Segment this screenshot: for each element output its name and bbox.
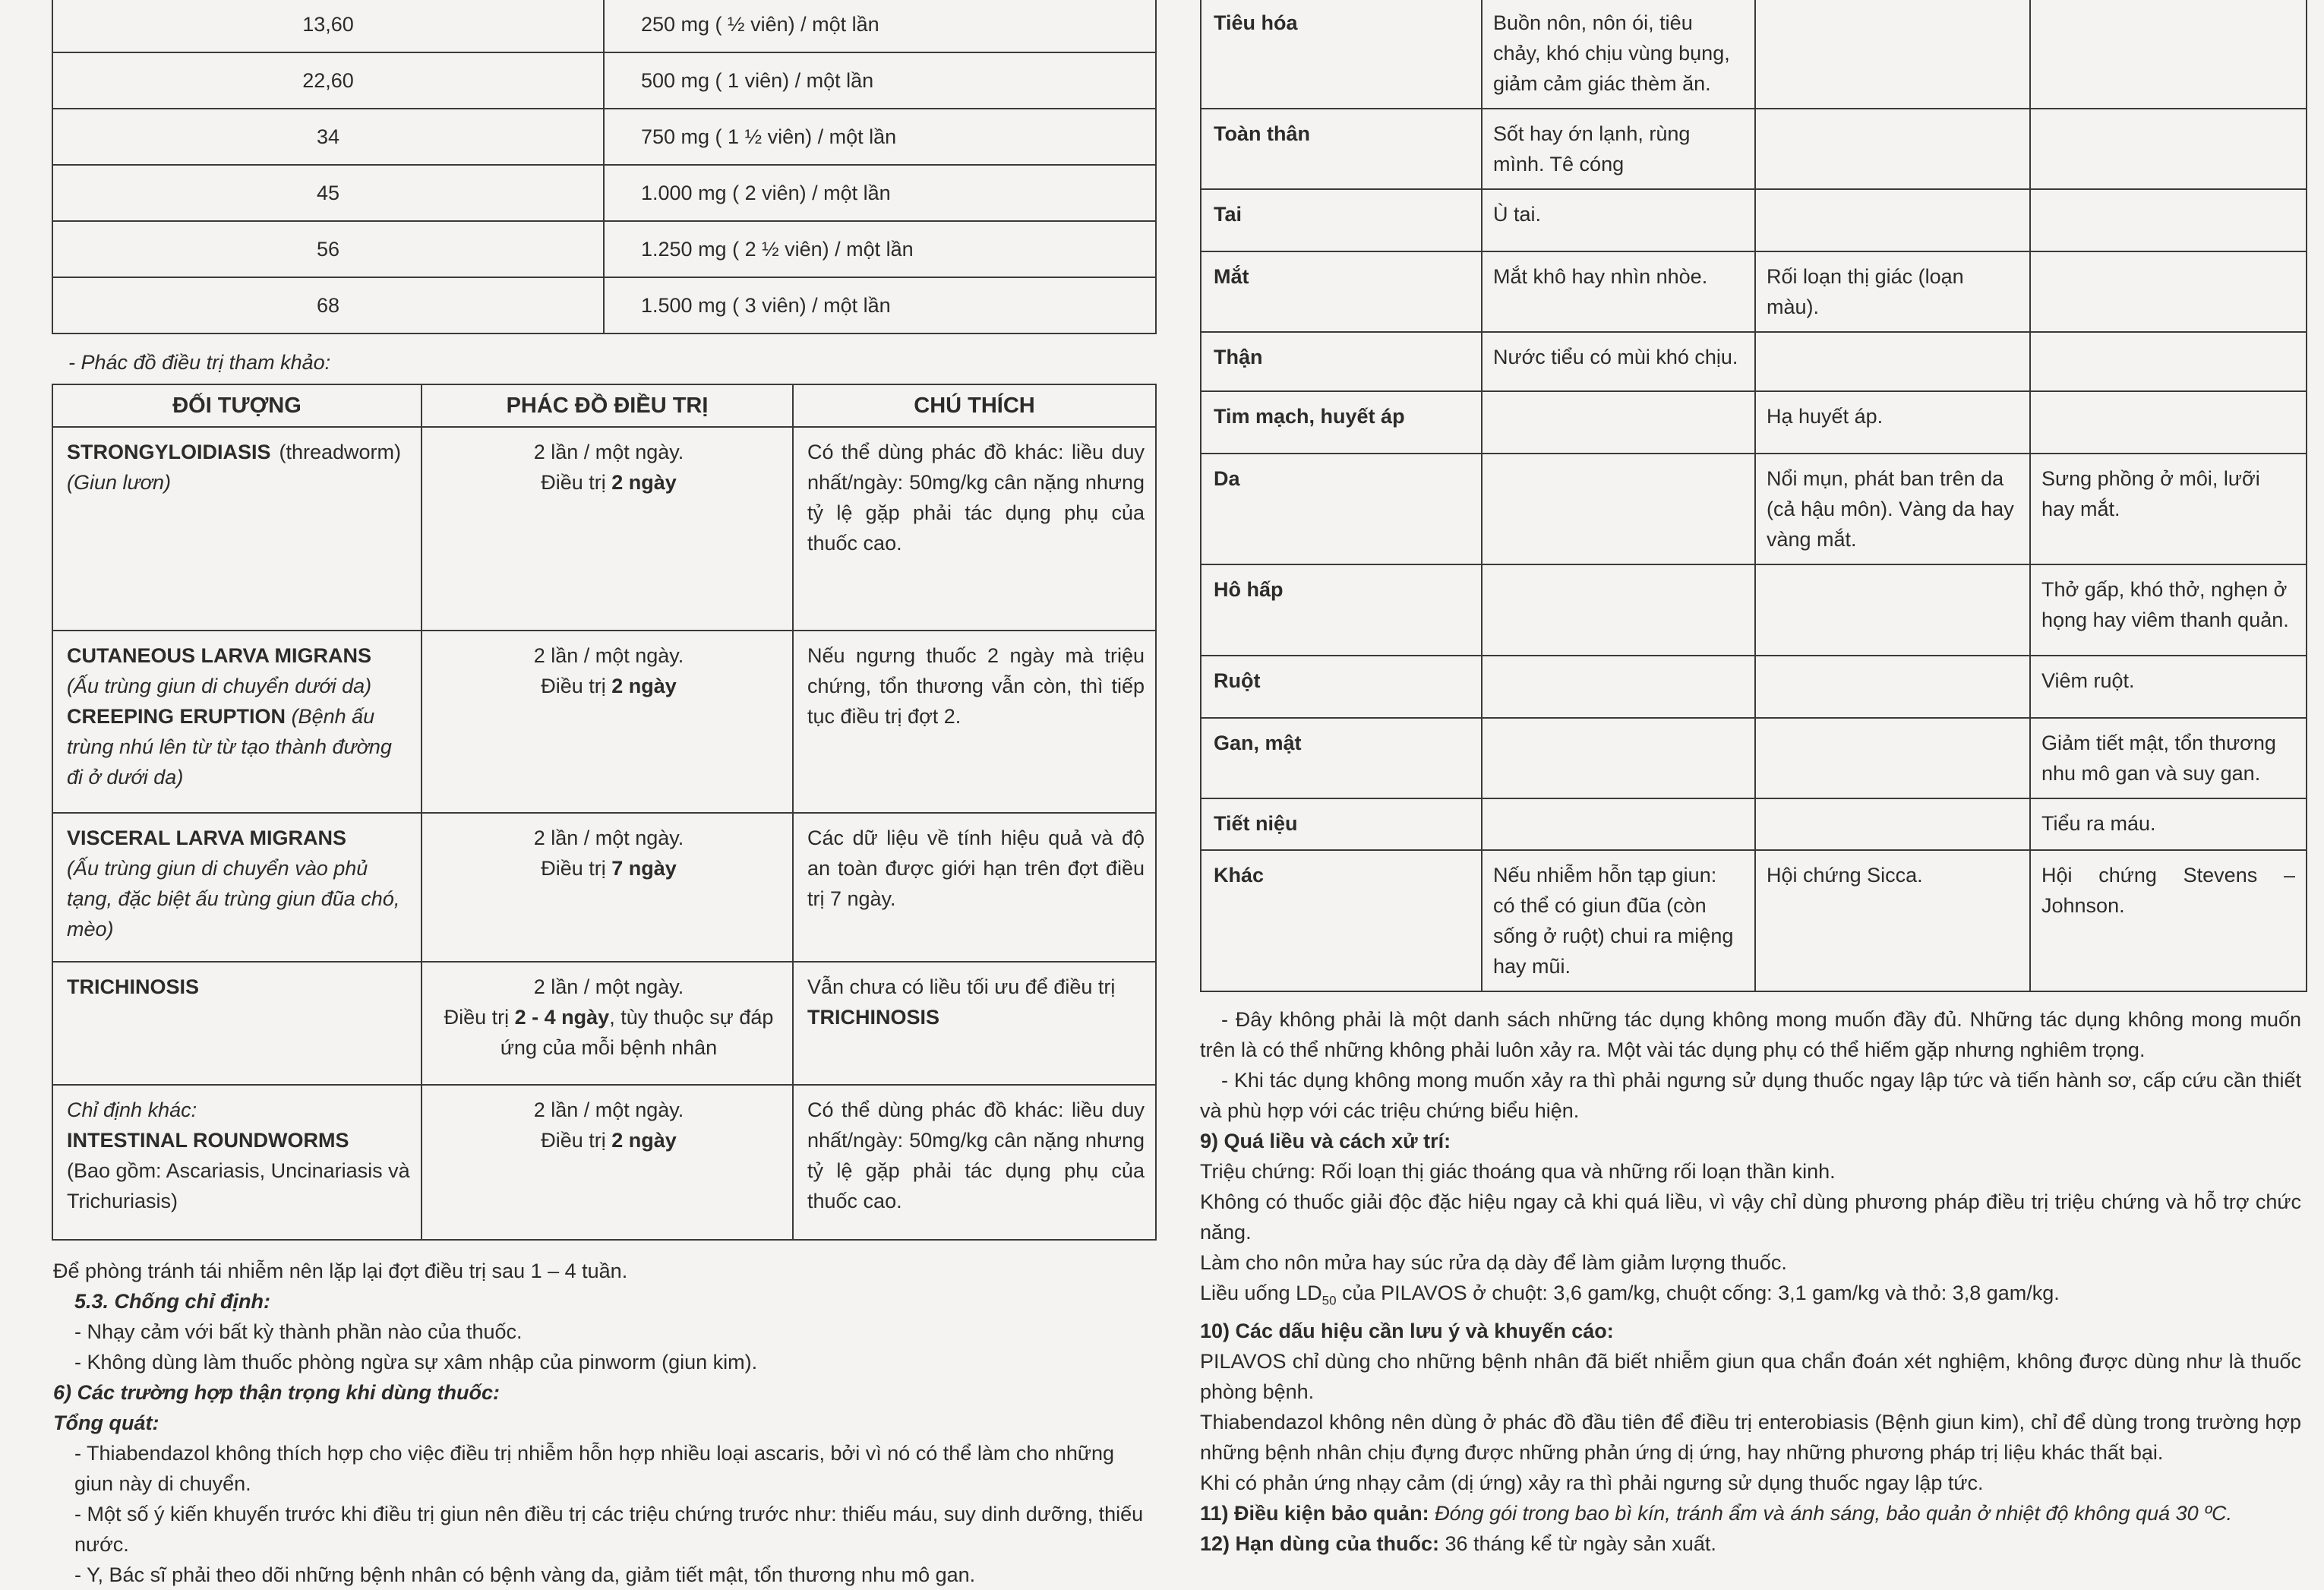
- section-shelf-life: 12) Hạn dùng của thuốc:: [1200, 1532, 1440, 1556]
- side-effect-note-2: - Khi tác dụng không mong muốn xảy ra thì phải ngưng sử dụng thuốc ngay lập tức và tiến hành sơ, cấp cứu cần thiết và phù hợp với các triệu chứng biểu hiện.: [1200, 1069, 2301, 1122]
- disease-name: CUTANEOUS LARVA MIGRANS: [67, 644, 372, 667]
- section-storage: 11) Điều kiện bảo quản:: [1200, 1502, 1429, 1525]
- dose-row: [52, 165, 1156, 221]
- overdose-antidote: Không có thuốc giải độc đặc hiệu ngay cả khi quá liều, vì vậy chỉ dùng phương pháp điều trị triệu chứng và hỗ trợ chức năng.: [1200, 1190, 2301, 1244]
- regimen-duration: 7 ngày: [611, 857, 677, 880]
- side-effect-cell: Sưng phồng ở môi, lưỡi hay mắt.: [2030, 454, 2307, 564]
- dose-weight: 68: [52, 277, 604, 333]
- side-effect-cell: Hạ huyết áp.: [1755, 391, 2030, 454]
- side-effect-cell: [1482, 391, 1755, 454]
- side-effect-cell: Tiểu ra máu.: [2030, 798, 2307, 850]
- organ-system: Mắt: [1201, 251, 1482, 332]
- regimen-table: [52, 384, 1157, 1241]
- precaution-1: - Thiabendazol không thích hợp cho việc điều trị nhiễm hỗn hợp nhiều loại ascaris, bởi vì nó có thể làm cho những giun này di chuyển.: [74, 1442, 1114, 1495]
- note-cell: Có thể dùng phác đồ khác: liều duy nhất/ngày: 50mg/kg cân nặng nhưng tỷ lệ gặp phải tác dụng phụ của thuốc cao.: [793, 1085, 1156, 1240]
- side-effect-cell: Hội chứng Sicca.: [1755, 850, 2030, 991]
- regimen-duration-label: Điều trị: [541, 1129, 606, 1152]
- disease-vn-2: (Bệnh ấu trùng nhú lên từ từ tạo thành đường đi ở dưới da): [67, 705, 392, 789]
- dose-weight: 45: [52, 165, 604, 221]
- section-warnings: 10) Các dấu hiệu cần lưu ý và khuyến cáo:: [1200, 1320, 1614, 1343]
- regimen-frequency: 2 lần / một ngày.: [533, 1098, 684, 1121]
- side-effect-cell: [1482, 564, 1755, 656]
- organ-system: Thận: [1201, 332, 1482, 391]
- regimen-duration: 2 - 4 ngày: [514, 1006, 610, 1029]
- side-effect-row: [1201, 251, 2307, 332]
- overdose-lavage: Làm cho nôn mửa hay súc rửa dạ dày để làm giảm lượng thuốc.: [1200, 1251, 1787, 1274]
- side-effect-cell: Rối loạn thị giác (loạn màu).: [1755, 251, 2030, 332]
- side-effect-cell: [2030, 391, 2307, 454]
- regimen-cell: [422, 813, 793, 962]
- side-effect-cell: [2030, 251, 2307, 332]
- dose-row: [52, 52, 1156, 109]
- organ-system: Khác: [1201, 850, 1482, 991]
- side-effect-cell: [1482, 718, 1755, 798]
- regimen-row-intestinal: [52, 1085, 1156, 1240]
- header-regimen: PHÁC ĐỒ ĐIỀU TRỊ: [422, 384, 793, 427]
- organ-system: Tai: [1201, 189, 1482, 251]
- regimen-duration-label: Điều trị: [541, 857, 606, 880]
- side-effect-row: [1201, 564, 2307, 656]
- side-effect-cell: Mắt khô hay nhìn nhòe.: [1482, 251, 1755, 332]
- subsection-general: Tổng quát:: [53, 1411, 159, 1434]
- warning-2: Thiabendazol không nên dùng ở phác đồ đầu tiên để điều trị enterobiasis (Bệnh giun kim), chỉ để dùng trong trường hợp những bệnh nhân chịu đựng được những phản ứng dị ứng, hay những phương pháp trị liệu khác thất bại.: [1200, 1411, 2301, 1465]
- dose-row: [52, 221, 1156, 277]
- side-effects-table: [1200, 0, 2307, 992]
- regimen-cell: [422, 427, 793, 631]
- organ-system: Tiết niệu: [1201, 798, 1482, 850]
- dose-amount: 500 mg ( 1 viên) / một lần: [604, 52, 1156, 109]
- regimen-header-row: [52, 384, 1156, 427]
- regimen-row-cutaneous: [52, 631, 1156, 813]
- regimen-duration-note: , tùy thuộc sự đáp ứng của mỗi bệnh nhân: [500, 1006, 774, 1059]
- side-effect-cell: [2030, 109, 2307, 189]
- note-cell: [793, 962, 1156, 1085]
- side-effect-row: [1201, 0, 2307, 109]
- side-effect-cell: Hội chứng Stevens – Johnson.: [2030, 850, 2307, 991]
- disease-vn: (Bao gồm: Ascariasis, Uncinariasis và Trichuriasis): [67, 1159, 410, 1212]
- side-effect-cell: [2030, 0, 2307, 109]
- dose-amount: 1.250 mg ( 2 ½ viên) / một lần: [604, 221, 1156, 277]
- contraindication-2: - Không dùng làm thuốc phòng ngừa sự xâm nhập của pinworm (giun kim).: [74, 1351, 758, 1373]
- dose-row: [52, 0, 1156, 52]
- left-text-block: [53, 1256, 1157, 1590]
- dose-amount: 250 mg ( ½ viên) / một lần: [604, 0, 1156, 52]
- header-subject: ĐỐI TƯỢNG: [52, 384, 422, 427]
- precaution-2: - Một số ý kiến khuyến trước khi điều trị giun nên điều trị các triệu chứng trước như: thiếu máu, suy dinh dưỡng, thiếu nước.: [74, 1503, 1144, 1556]
- ld50-subscript: 50: [1321, 1293, 1337, 1308]
- disease-vn: (Ấu trùng giun di chuyển dưới da): [67, 675, 372, 697]
- regimen-duration: 2 ngày: [611, 471, 677, 494]
- side-effect-row: [1201, 656, 2307, 718]
- regimen-row-trichinosis: [52, 962, 1156, 1085]
- subject-cell: [52, 427, 422, 631]
- contraindication-1: - Nhạy cảm với bất kỳ thành phần nào của thuốc.: [74, 1320, 523, 1343]
- side-effect-cell: [1482, 798, 1755, 850]
- overdose-symptoms: Triệu chứng: Rối loạn thị giác thoáng qua và những rối loạn thần kinh.: [1200, 1160, 1836, 1183]
- regimen-cell: [422, 631, 793, 813]
- section-overdose: 9) Quá liều và cách xử trí:: [1200, 1130, 1451, 1152]
- dosage-table: [52, 0, 1157, 334]
- side-effect-cell: [1755, 332, 2030, 391]
- side-effect-cell: [1482, 454, 1755, 564]
- side-effect-cell: [1755, 798, 2030, 850]
- organ-system: Hô hấp: [1201, 564, 1482, 656]
- regimen-row-strongyloidiasis: [52, 427, 1156, 631]
- regimen-row-visceral: [52, 813, 1156, 962]
- organ-system: Tim mạch, huyết áp: [1201, 391, 1482, 454]
- organ-system: Tiêu hóa: [1201, 0, 1482, 109]
- side-effect-row: [1201, 189, 2307, 251]
- right-text-block: [1200, 1004, 2301, 1559]
- side-effect-cell: [1755, 656, 2030, 718]
- side-effect-note-1: - Đây không phải là một danh sách những tác dụng không mong muốn đầy đủ. Những tác dụng không mong muốn trên là có thể những không phải luôn xảy ra. Một vài tác dụng phụ có thể hiếm gặp nhưng nghiêm trọng.: [1200, 1008, 2301, 1061]
- subject-cell: [52, 631, 422, 813]
- dose-weight: 34: [52, 109, 604, 165]
- side-effect-cell: [2030, 332, 2307, 391]
- disease-name: TRICHINOSIS: [67, 975, 200, 998]
- regimen-duration-label: Điều trị: [541, 471, 606, 494]
- dose-weight: 56: [52, 221, 604, 277]
- side-effect-cell: Buồn nôn, nôn ói, tiêu chảy, khó chịu vùng bụng, giảm cảm giác thèm ăn.: [1482, 0, 1755, 109]
- side-effect-row: [1201, 391, 2307, 454]
- side-effect-cell: [1755, 0, 2030, 109]
- subject-cell: [52, 1085, 422, 1240]
- side-effect-cell: [1482, 656, 1755, 718]
- disease-name: VISCERAL LARVA MIGRANS: [67, 827, 347, 849]
- side-effect-cell: Ù tai.: [1482, 189, 1755, 251]
- dose-amount: 1.000 mg ( 2 viên) / một lần: [604, 165, 1156, 221]
- organ-system: Toàn thân: [1201, 109, 1482, 189]
- side-effect-cell: Sốt hay ớn lạnh, rùng mình. Tê cóng: [1482, 109, 1755, 189]
- shelf-life-line: [1200, 1528, 2301, 1559]
- side-effect-cell: Nếu nhiễm hỗn tạp giun: có thể có giun đũa (còn sống ở ruột) chui ra miệng hay mũi.: [1482, 850, 1755, 991]
- side-effect-cell: [1755, 564, 2030, 656]
- side-effect-row: [1201, 798, 2307, 850]
- regimen-duration: 2 ngày: [611, 675, 677, 697]
- organ-system: Ruột: [1201, 656, 1482, 718]
- section-precautions: 6) Các trường hợp thận trọng khi dùng thuốc:: [53, 1381, 500, 1404]
- dose-amount: 1.500 mg ( 3 viên) / một lần: [604, 277, 1156, 333]
- dose-amount: 750 mg ( 1 ½ viên) / một lần: [604, 109, 1156, 165]
- disease-name: INTESTINAL ROUNDWORMS: [67, 1129, 349, 1152]
- side-effect-cell: [1755, 718, 2030, 798]
- note-cell: Có thể dùng phác đồ khác: liều duy nhất/ngày: 50mg/kg cân nặng nhưng tỷ lệ gặp phải tác dụng phụ của thuốc cao.: [793, 427, 1156, 631]
- regimen-frequency: 2 lần / một ngày.: [533, 975, 684, 998]
- regimen-duration: 2 ngày: [611, 1129, 677, 1152]
- right-column: [1200, 0, 2301, 1559]
- ld50-label: Liều uống LD: [1200, 1282, 1322, 1304]
- regimen-subtitle: - Phác đồ điều trị tham khảo:: [68, 351, 331, 374]
- dose-weight: 13,60: [52, 0, 604, 52]
- disease-name: STRONGYLOIDIASIS: [67, 441, 271, 463]
- disease-name-2: CREEPING ERUPTION: [67, 705, 286, 728]
- shelf-life-text: 36 tháng kể từ ngày sản xuất.: [1445, 1532, 1716, 1556]
- note-cell: Nếu ngưng thuốc 2 ngày mà triệu chứng, tổn thương vẫn còn, thì tiếp tục điều trị đợt 2.: [793, 631, 1156, 813]
- precaution-3: - Y, Bác sĩ phải theo dõi những bệnh nhân có bệnh vàng da, giảm tiết mật, tổn thương nhu mô gan.: [74, 1563, 976, 1586]
- regimen-frequency: 2 lần / một ngày.: [533, 441, 684, 463]
- side-effect-cell: [1755, 189, 2030, 251]
- side-effect-cell: Nổi mụn, phát ban trên da (cả hậu môn). Vàng da hay vàng mắt.: [1755, 454, 2030, 564]
- regimen-duration-label: Điều trị: [444, 1006, 510, 1029]
- storage-line: [1200, 1498, 2301, 1528]
- side-effect-row: [1201, 332, 2307, 391]
- retreat-note: Để phòng tránh tái nhiễm nên lặp lại đợt điều trị sau 1 – 4 tuần.: [53, 1260, 628, 1282]
- regimen-duration-label: Điều trị: [541, 675, 606, 697]
- side-effect-cell: Giảm tiết mật, tổn thương nhu mô gan và suy gan.: [2030, 718, 2307, 798]
- disease-alt: (threadworm): [279, 441, 401, 463]
- other-indication-label: Chỉ định khác:: [67, 1098, 197, 1121]
- dose-row: [52, 109, 1156, 165]
- regimen-cell: [422, 1085, 793, 1240]
- side-effect-row: [1201, 718, 2307, 798]
- organ-system: Da: [1201, 454, 1482, 564]
- note-cell: Các dữ liệu về tính hiệu quả và độ an toàn được giới hạn trên đợt điều trị 7 ngày.: [793, 813, 1156, 962]
- storage-text: Đóng gói trong bao bì kín, tránh ẩm và ánh sáng, bảo quản ở nhiệt độ không quá 30 ºC.: [1435, 1502, 2232, 1525]
- ld50-values: của PILAVOS ở chuột: 3,6 gam/kg, chuột cống: 3,1 gam/kg và thỏ: 3,8 gam/kg.: [1336, 1282, 2060, 1304]
- overdose-ld50: [1200, 1278, 2301, 1316]
- warning-3: Khi có phản ứng nhạy cảm (dị ứng) xảy ra thì phải ngưng sử dụng thuốc ngay lập tức.: [1200, 1471, 1984, 1495]
- subject-cell: [52, 813, 422, 962]
- disease-vn: (Ấu trùng giun di chuyển vào phủ tạng, đặc biệt ấu trùng giun đũa chó, mèo): [67, 857, 400, 940]
- regimen-frequency: 2 lần / một ngày.: [533, 827, 684, 849]
- side-effect-cell: Thở gấp, khó thở, nghẹn ở họng hay viêm thanh quản.: [2030, 564, 2307, 656]
- subject-cell: [52, 962, 422, 1085]
- warning-1: PILAVOS chỉ dùng cho những bệnh nhân đã biết nhiễm giun qua chẩn đoán xét nghiệm, không được dùng như là thuốc phòng bệnh.: [1200, 1350, 2301, 1404]
- side-effect-row: [1201, 454, 2307, 564]
- dose-row: [52, 277, 1156, 333]
- side-effect-cell: Viêm ruột.: [2030, 656, 2307, 718]
- regimen-cell: [422, 962, 793, 1085]
- dose-weight: 22,60: [52, 52, 604, 109]
- side-effect-cell: [1755, 109, 2030, 189]
- section-contraindications: 5.3. Chống chỉ định:: [74, 1290, 270, 1313]
- left-column: [52, 0, 1157, 1590]
- note-text: Vẫn chưa có liều tối ưu để điều trị: [807, 975, 1116, 998]
- note-disease: TRICHINOSIS: [807, 1006, 940, 1029]
- disease-vn: (Giun lươn): [67, 471, 171, 494]
- side-effect-cell: Nước tiểu có mùi khó chịu.: [1482, 332, 1755, 391]
- header-note: CHÚ THÍCH: [793, 384, 1156, 427]
- side-effect-row: [1201, 109, 2307, 189]
- side-effect-cell: [2030, 189, 2307, 251]
- side-effect-row: [1201, 850, 2307, 991]
- regimen-frequency: 2 lần / một ngày.: [533, 644, 684, 667]
- organ-system: Gan, mật: [1201, 718, 1482, 798]
